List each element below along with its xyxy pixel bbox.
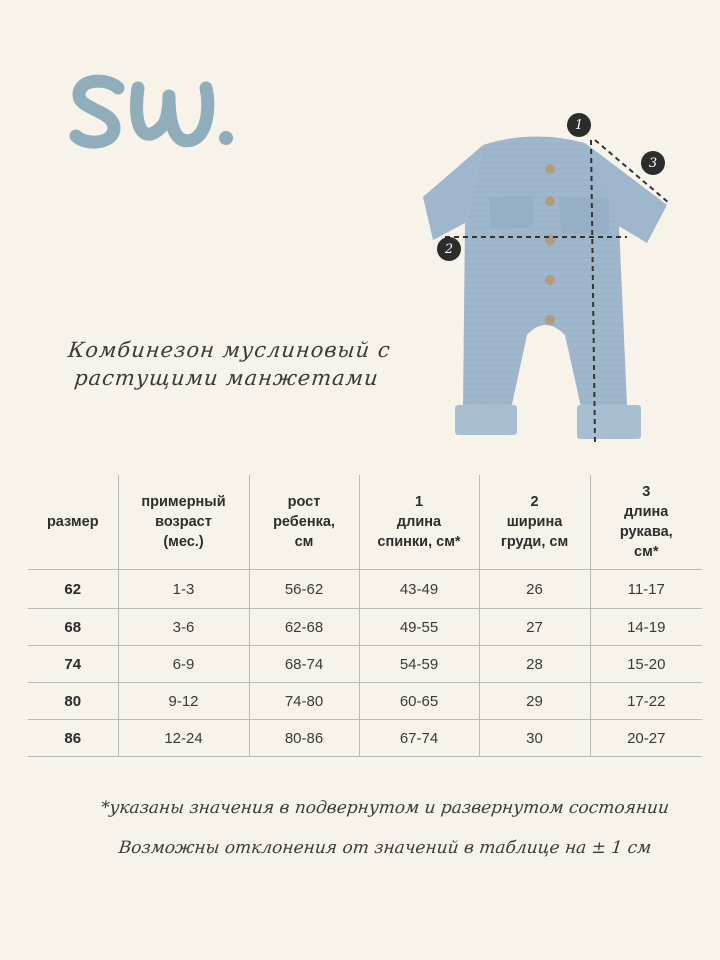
header-age-line-3: (мес.) <box>163 534 204 550</box>
header-sleeve-length <box>590 475 702 570</box>
header-back-length <box>359 475 479 570</box>
size-chart-table <box>28 475 702 757</box>
cell-chest-width: 28 <box>479 646 590 683</box>
cell-sleeve-length: 17-22 <box>590 683 702 720</box>
cell-back-length: 67-74 <box>359 720 479 757</box>
header-chest-width-line-2: ширина <box>506 514 563 530</box>
cell-age: 1-3 <box>118 570 249 609</box>
note-tolerance: Возможны отклонения от значений в таблице на ± 1 см <box>117 838 653 858</box>
header-back-length-line-3: спинки, см* <box>377 534 461 550</box>
header-chest-width <box>479 475 590 570</box>
header-size <box>28 475 118 570</box>
cell-height: 74-80 <box>249 683 359 720</box>
cell-size: 74 <box>28 646 118 683</box>
cell-height: 80-86 <box>249 720 359 757</box>
cell-age: 12-24 <box>118 720 249 757</box>
header-size-text: размер <box>46 514 99 530</box>
header-height-line-1: рост <box>287 494 321 510</box>
cell-back-length: 54-59 <box>359 646 479 683</box>
header-height-line-2: ребенка, <box>273 514 335 530</box>
cell-back-length: 60-65 <box>359 683 479 720</box>
header-height <box>249 475 359 570</box>
header-chest-width-line-3: груди, см <box>500 534 569 550</box>
header-back-length-line-1: 1 <box>414 494 424 510</box>
cell-chest-width: 26 <box>479 570 590 609</box>
header-sleeve-line-1: 3 <box>642 484 651 500</box>
header-height-line-3: см <box>294 534 314 550</box>
cell-back-length: 43-49 <box>359 570 479 609</box>
cell-height: 68-74 <box>249 646 359 683</box>
cell-age: 6-9 <box>118 646 249 683</box>
table-row <box>28 646 702 683</box>
table-row <box>28 609 702 646</box>
cell-sleeve-length: 11-17 <box>590 570 702 609</box>
product-title-line-2: растущими манжетами <box>73 366 380 391</box>
marker-sleeve-length: 3 <box>641 151 665 175</box>
cell-height: 56-62 <box>249 570 359 609</box>
cell-age: 9-12 <box>118 683 249 720</box>
jumpsuit-body <box>423 136 667 439</box>
cell-age: 3-6 <box>118 609 249 646</box>
cell-chest-width: 30 <box>479 720 590 757</box>
brand-logo <box>68 66 238 158</box>
cell-sleeve-length: 20-27 <box>590 720 702 757</box>
cell-sleeve-length: 14-19 <box>590 609 702 646</box>
header-sleeve-line-2: длина <box>624 504 669 520</box>
marker-chest-width: 2 <box>437 237 461 261</box>
header-age-line-2: возраст <box>155 514 212 530</box>
header-age-line-1: примерный <box>141 494 226 510</box>
cell-size: 62 <box>28 570 118 609</box>
cell-size: 86 <box>28 720 118 757</box>
jumpsuit-figure <box>405 105 690 450</box>
cell-chest-width: 29 <box>479 683 590 720</box>
product-title-line-1: Комбинезон муслиновый с <box>66 338 392 363</box>
marker-back-length: 1 <box>567 113 591 137</box>
cell-size: 68 <box>28 609 118 646</box>
header-chest-width-line-1: 2 <box>530 494 539 510</box>
table-row <box>28 570 702 609</box>
note-measurement-state: *указаны значения в подвернутом и развернутом состоянии <box>99 798 671 818</box>
header-sleeve-line-3: рукава, <box>619 524 673 540</box>
header-age <box>118 475 249 570</box>
table-row <box>28 683 702 720</box>
cell-height: 62-68 <box>249 609 359 646</box>
product-title <box>55 336 401 392</box>
table-row <box>28 720 702 757</box>
header-sleeve-line-4: см* <box>634 544 659 560</box>
cell-sleeve-length: 15-20 <box>590 646 702 683</box>
cell-size: 80 <box>28 683 118 720</box>
cell-chest-width: 27 <box>479 609 590 646</box>
header-back-length-line-2: длина <box>396 514 442 530</box>
table-header-row <box>28 475 702 570</box>
cell-back-length: 49-55 <box>359 609 479 646</box>
